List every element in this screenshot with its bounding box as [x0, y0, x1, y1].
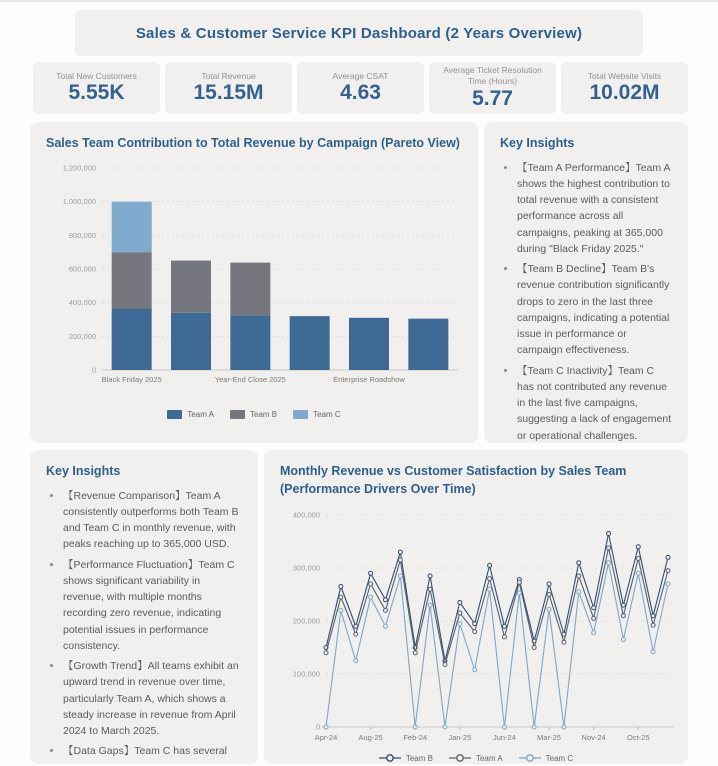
legend-line-marker-icon — [449, 753, 471, 763]
legend-item-team-a[interactable] — [449, 753, 503, 763]
insights-list — [500, 160, 672, 465]
svg-text:400,000: 400,000 — [68, 297, 96, 307]
svg-text:Black Friday 2025: Black Friday 2025 — [101, 374, 162, 384]
svg-text:Mar-25: Mar-25 — [537, 733, 561, 742]
legend-line-marker-icon — [379, 753, 401, 763]
kpi-value: 15.15M — [193, 81, 264, 105]
insight-bullet: • 【Growth Trend】All teams exhibit an upward trend in revenue over time, particularly Team A, which shows a steady increase in revenue from April 2024 to March 2025. — [63, 658, 242, 739]
legend-item-team-b[interactable] — [379, 753, 433, 763]
kpi-row — [33, 62, 688, 114]
legend-label: Team A — [475, 753, 503, 763]
svg-text:Enterprise Roadshow: Enterprise Roadshow — [333, 374, 405, 384]
kpi-label: Total Revenue — [201, 70, 256, 81]
svg-text:Nov-24: Nov-24 — [581, 733, 606, 742]
svg-text:Oct-25: Oct-25 — [627, 733, 650, 742]
legend-item-team-c[interactable] — [519, 753, 574, 763]
legend-swatch — [293, 410, 308, 419]
insights-list — [46, 488, 242, 760]
svg-text:Year-End Close 2025: Year-End Close 2025 — [214, 374, 286, 384]
legend-label: Team C — [545, 753, 574, 763]
kpi-label: Total New Customers — [56, 70, 137, 81]
kpi-label: Average Ticket Resolution Time (Hours) — [443, 65, 542, 86]
legend-line-marker-icon — [519, 753, 541, 763]
svg-text:0: 0 — [91, 365, 96, 374]
monthly-insights-panel — [30, 450, 258, 764]
dashboard-header — [75, 10, 643, 56]
svg-text:1,000,000: 1,000,000 — [62, 196, 96, 206]
legend-item-team-c[interactable] — [293, 410, 341, 419]
line-chart-legend — [280, 753, 672, 763]
pareto-chart[interactable] — [46, 160, 462, 402]
kpi-card-avg-ticket-resolution-time — [429, 62, 556, 114]
pareto-chart-panel — [30, 122, 478, 443]
insight-bullet: • 【Team A Performance】Team A shows the highest contribution to total revenue with a consistent performance across all campaigns, peaking at 365,000 during "Black Friday 2025." — [517, 160, 672, 258]
legend-label: Team B — [405, 753, 433, 763]
insight-bullet: • 【Performance Fluctuation】Team C shows significant variability in revenue, with multiple months recording zero revenue, indicating potential issues in performance consistency. — [63, 557, 242, 655]
svg-text:1,200,000: 1,200,000 — [62, 163, 96, 172]
svg-text:Aug-25: Aug-25 — [358, 733, 383, 742]
kpi-card-average-csat — [297, 62, 424, 114]
line-chart-title: Monthly Revenue vs Customer Satisfaction by Sales Team (Performance Drivers Over Time) — [280, 464, 627, 496]
dashboard-title: Sales & Customer Service KPI Dashboard (2 Years Overview) — [135, 24, 583, 42]
insights-heading: Key Insights — [46, 464, 121, 478]
kpi-label: Average CSAT — [332, 70, 389, 81]
kpi-card-total-revenue — [165, 62, 292, 114]
legend-label: Team B — [250, 409, 278, 419]
svg-text:800,000: 800,000 — [68, 230, 96, 240]
svg-text:0: 0 — [315, 722, 320, 732]
pareto-chart-legend — [46, 410, 462, 419]
legend-item-team-b[interactable] — [230, 410, 277, 419]
monthly-revenue-line-chart[interactable] — [280, 505, 672, 745]
kpi-value: 10.02M — [589, 81, 660, 105]
legend-label: Team C — [313, 409, 341, 419]
kpi-card-total-new-customers — [33, 62, 160, 114]
svg-text:200,000: 200,000 — [292, 616, 320, 626]
kpi-value: 4.63 — [340, 81, 381, 105]
svg-text:100,000: 100,000 — [292, 669, 320, 679]
legend-label: Team A — [187, 409, 214, 419]
svg-text:Jun-24: Jun-24 — [492, 733, 516, 742]
svg-text:300,000: 300,000 — [292, 563, 320, 573]
svg-text:Jan-25: Jan-25 — [448, 733, 472, 742]
insight-bullet: • 【Team C Inactivity】Team C has not contributed any revenue in the last five campaigns, suggesting a lack of engagement or operational challenges. — [517, 363, 672, 444]
legend-swatch — [230, 410, 245, 419]
legend-swatch — [167, 410, 182, 419]
insight-bullet: • 【Revenue Comparison】Team A consistently outperforms both Team B and Team C in monthly revenue, with peaks reaching up to 365,000 USD. — [63, 488, 242, 553]
pareto-insights-panel — [484, 122, 688, 443]
kpi-card-total-website-visits — [561, 62, 688, 114]
svg-text:Feb-24: Feb-24 — [403, 733, 428, 742]
line-chart-panel — [264, 450, 688, 764]
legend-item-team-a[interactable] — [167, 410, 214, 419]
pareto-chart-title: Sales Team Contribution to Total Revenue by Campaign (Pareto View) — [46, 136, 460, 150]
svg-text:200,000: 200,000 — [68, 331, 96, 341]
kpi-value: 5.55K — [68, 81, 125, 105]
insight-bullet: • 【Data Gaps】Team C has several — [63, 743, 242, 759]
insight-bullet: • 【Team B Decline】Team B's revenue contribution significantly drops to zero in the last three campaigns, indicating a potential issue in performance or campaign effectiveness. — [517, 261, 672, 359]
svg-text:400,000: 400,000 — [292, 510, 320, 520]
kpi-label: Total Website Visits — [587, 70, 662, 81]
kpi-value: 5.77 — [472, 86, 513, 110]
svg-text:600,000: 600,000 — [68, 264, 96, 273]
insights-heading: Key Insights — [500, 136, 575, 150]
svg-text:Apr-24: Apr-24 — [314, 733, 338, 742]
